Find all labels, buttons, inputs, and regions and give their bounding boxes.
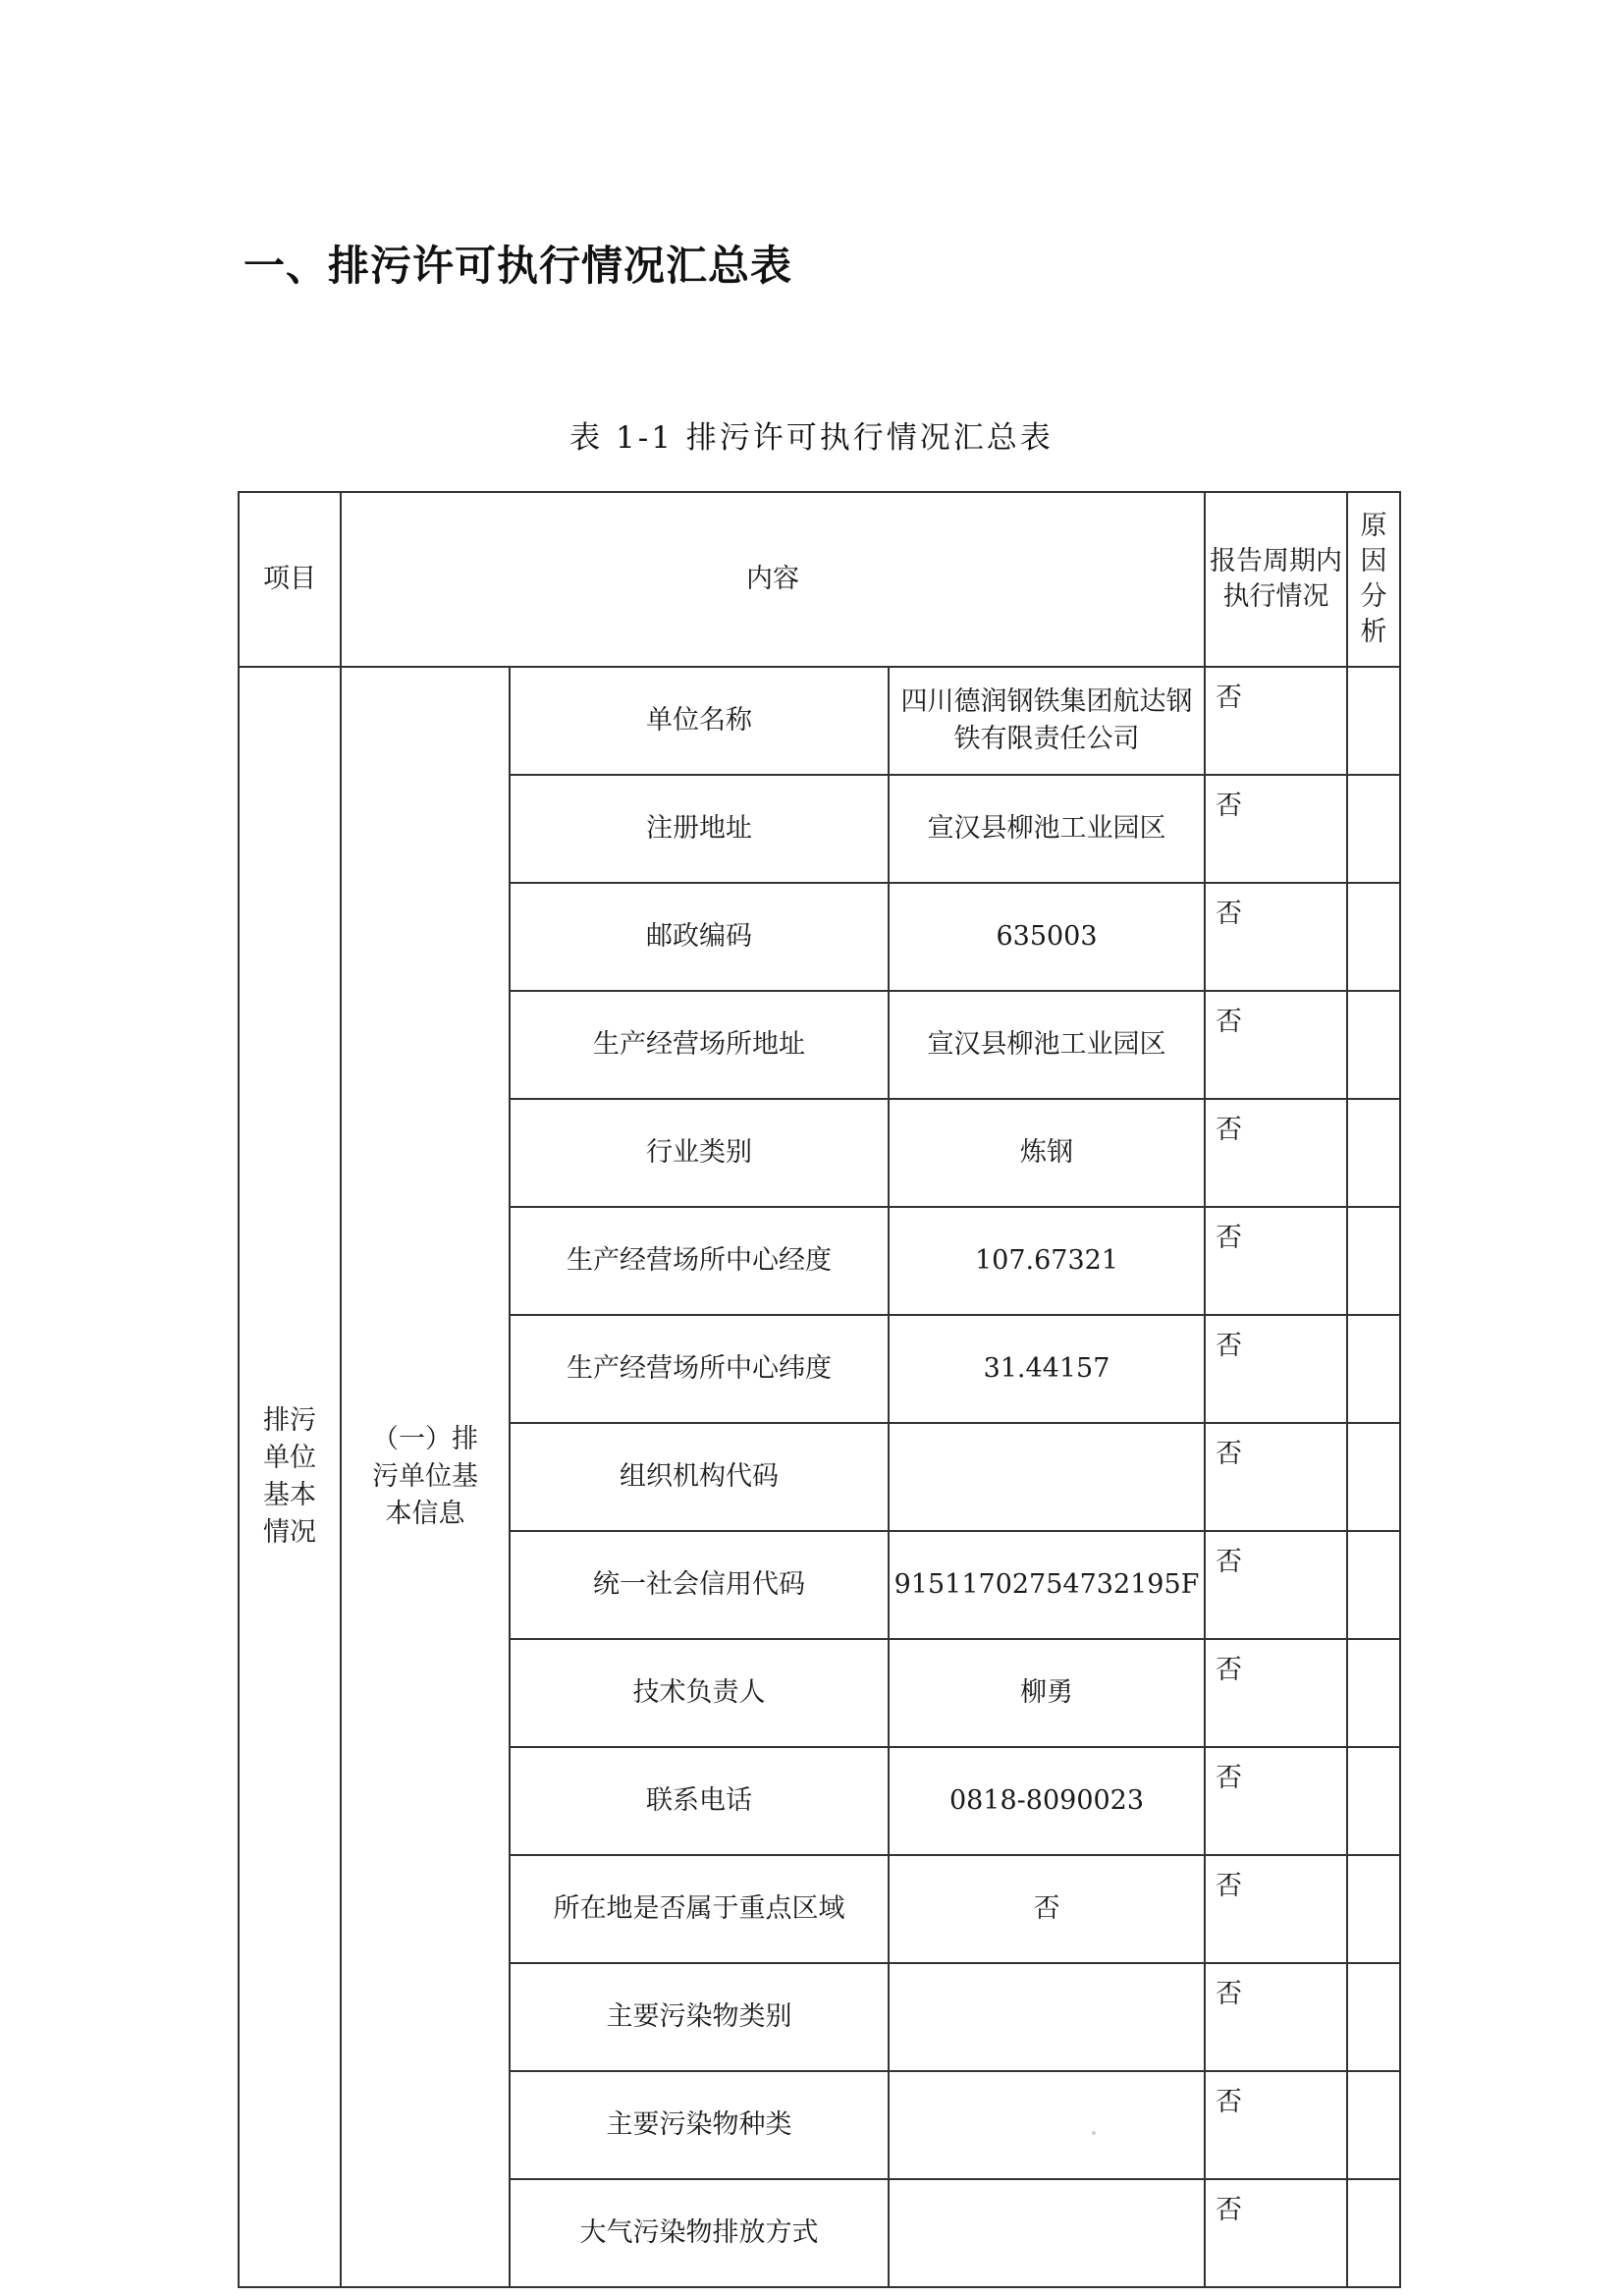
reason-analysis — [1347, 1423, 1400, 1531]
category-level2-text: （一）排污单位基本信息 — [372, 1424, 478, 1529]
execution-status: 否 — [1205, 1207, 1347, 1315]
reason-analysis — [1347, 1315, 1400, 1423]
field-label: 技术负责人 — [510, 1639, 889, 1747]
table-row — [239, 667, 1400, 775]
category-level1 — [239, 667, 341, 2287]
field-value — [889, 2071, 1205, 2179]
field-label: 生产经营场所地址 — [510, 991, 889, 1099]
reason-analysis — [1347, 1639, 1400, 1747]
field-value: 0818-8090023 — [889, 1747, 1205, 1855]
field-value: 31.44157 — [889, 1315, 1205, 1423]
field-value — [889, 1423, 1205, 1531]
permit-summary-table — [238, 491, 1401, 2288]
reason-analysis — [1347, 1855, 1400, 1963]
header-item: 项目 — [239, 492, 341, 667]
field-label: 组织机构代码 — [510, 1423, 889, 1531]
reason-analysis — [1347, 1099, 1400, 1207]
field-value: 四川德润钢铁集团航达钢铁有限责任公司 — [889, 667, 1205, 775]
table-header-row — [239, 492, 1400, 667]
field-value: 91511702754732195F — [889, 1531, 1205, 1639]
field-label: 大气污染物排放方式 — [510, 2179, 889, 2287]
header-reason — [1347, 492, 1400, 667]
reason-analysis — [1347, 1207, 1400, 1315]
reason-analysis — [1347, 2179, 1400, 2287]
field-value: 635003 — [889, 883, 1205, 991]
execution-status: 否 — [1205, 775, 1347, 883]
field-label: 行业类别 — [510, 1099, 889, 1207]
field-value: 否 — [889, 1855, 1205, 1963]
execution-status: 否 — [1205, 1747, 1347, 1855]
field-label: 主要污染物种类 — [510, 2071, 889, 2179]
execution-status: 否 — [1205, 1639, 1347, 1747]
field-value: 柳勇 — [889, 1639, 1205, 1747]
execution-status: 否 — [1205, 2179, 1347, 2287]
execution-status: 否 — [1205, 1855, 1347, 1963]
execution-status: 否 — [1205, 1315, 1347, 1423]
reason-analysis — [1347, 1531, 1400, 1639]
field-label: 所在地是否属于重点区域 — [510, 1855, 889, 1963]
field-value: 炼钢 — [889, 1099, 1205, 1207]
field-value: 107.67321 — [889, 1207, 1205, 1315]
scan-speck — [1092, 2131, 1096, 2135]
reason-analysis — [1347, 883, 1400, 991]
field-value — [889, 1963, 1205, 2071]
category-level2 — [341, 667, 510, 2287]
execution-status: 否 — [1205, 1099, 1347, 1207]
header-period-status: 报告周期内执行情况 — [1205, 492, 1347, 667]
header-content: 内容 — [341, 492, 1205, 667]
field-value — [889, 2179, 1205, 2287]
execution-status: 否 — [1205, 1531, 1347, 1639]
field-label: 注册地址 — [510, 775, 889, 883]
execution-status: 否 — [1205, 2071, 1347, 2179]
field-label: 生产经营场所中心纬度 — [510, 1315, 889, 1423]
execution-status: 否 — [1205, 667, 1347, 775]
reason-analysis — [1347, 775, 1400, 883]
field-label: 邮政编码 — [510, 883, 889, 991]
field-value: 宣汉县柳池工业园区 — [889, 775, 1205, 883]
execution-status: 否 — [1205, 1423, 1347, 1531]
reason-analysis — [1347, 667, 1400, 775]
reason-analysis — [1347, 2071, 1400, 2179]
header-reason-text: 原因分析 — [1360, 511, 1387, 647]
field-label: 统一社会信用代码 — [510, 1531, 889, 1639]
execution-status: 否 — [1205, 991, 1347, 1099]
reason-analysis — [1347, 1963, 1400, 2071]
field-label: 联系电话 — [510, 1747, 889, 1855]
field-label: 单位名称 — [510, 667, 889, 775]
execution-status: 否 — [1205, 1963, 1347, 2071]
execution-status: 否 — [1205, 883, 1347, 991]
reason-analysis — [1347, 1747, 1400, 1855]
category-level1-text: 排污单位基本情况 — [263, 1405, 316, 1548]
field-label: 主要污染物类别 — [510, 1963, 889, 2071]
section-heading: 一、排污许可执行情况汇总表 — [243, 242, 793, 290]
reason-analysis — [1347, 991, 1400, 1099]
field-label: 生产经营场所中心经度 — [510, 1207, 889, 1315]
field-value: 宣汉县柳池工业园区 — [889, 991, 1205, 1099]
table-caption: 表 1-1 排污许可执行情况汇总表 — [569, 420, 1054, 456]
